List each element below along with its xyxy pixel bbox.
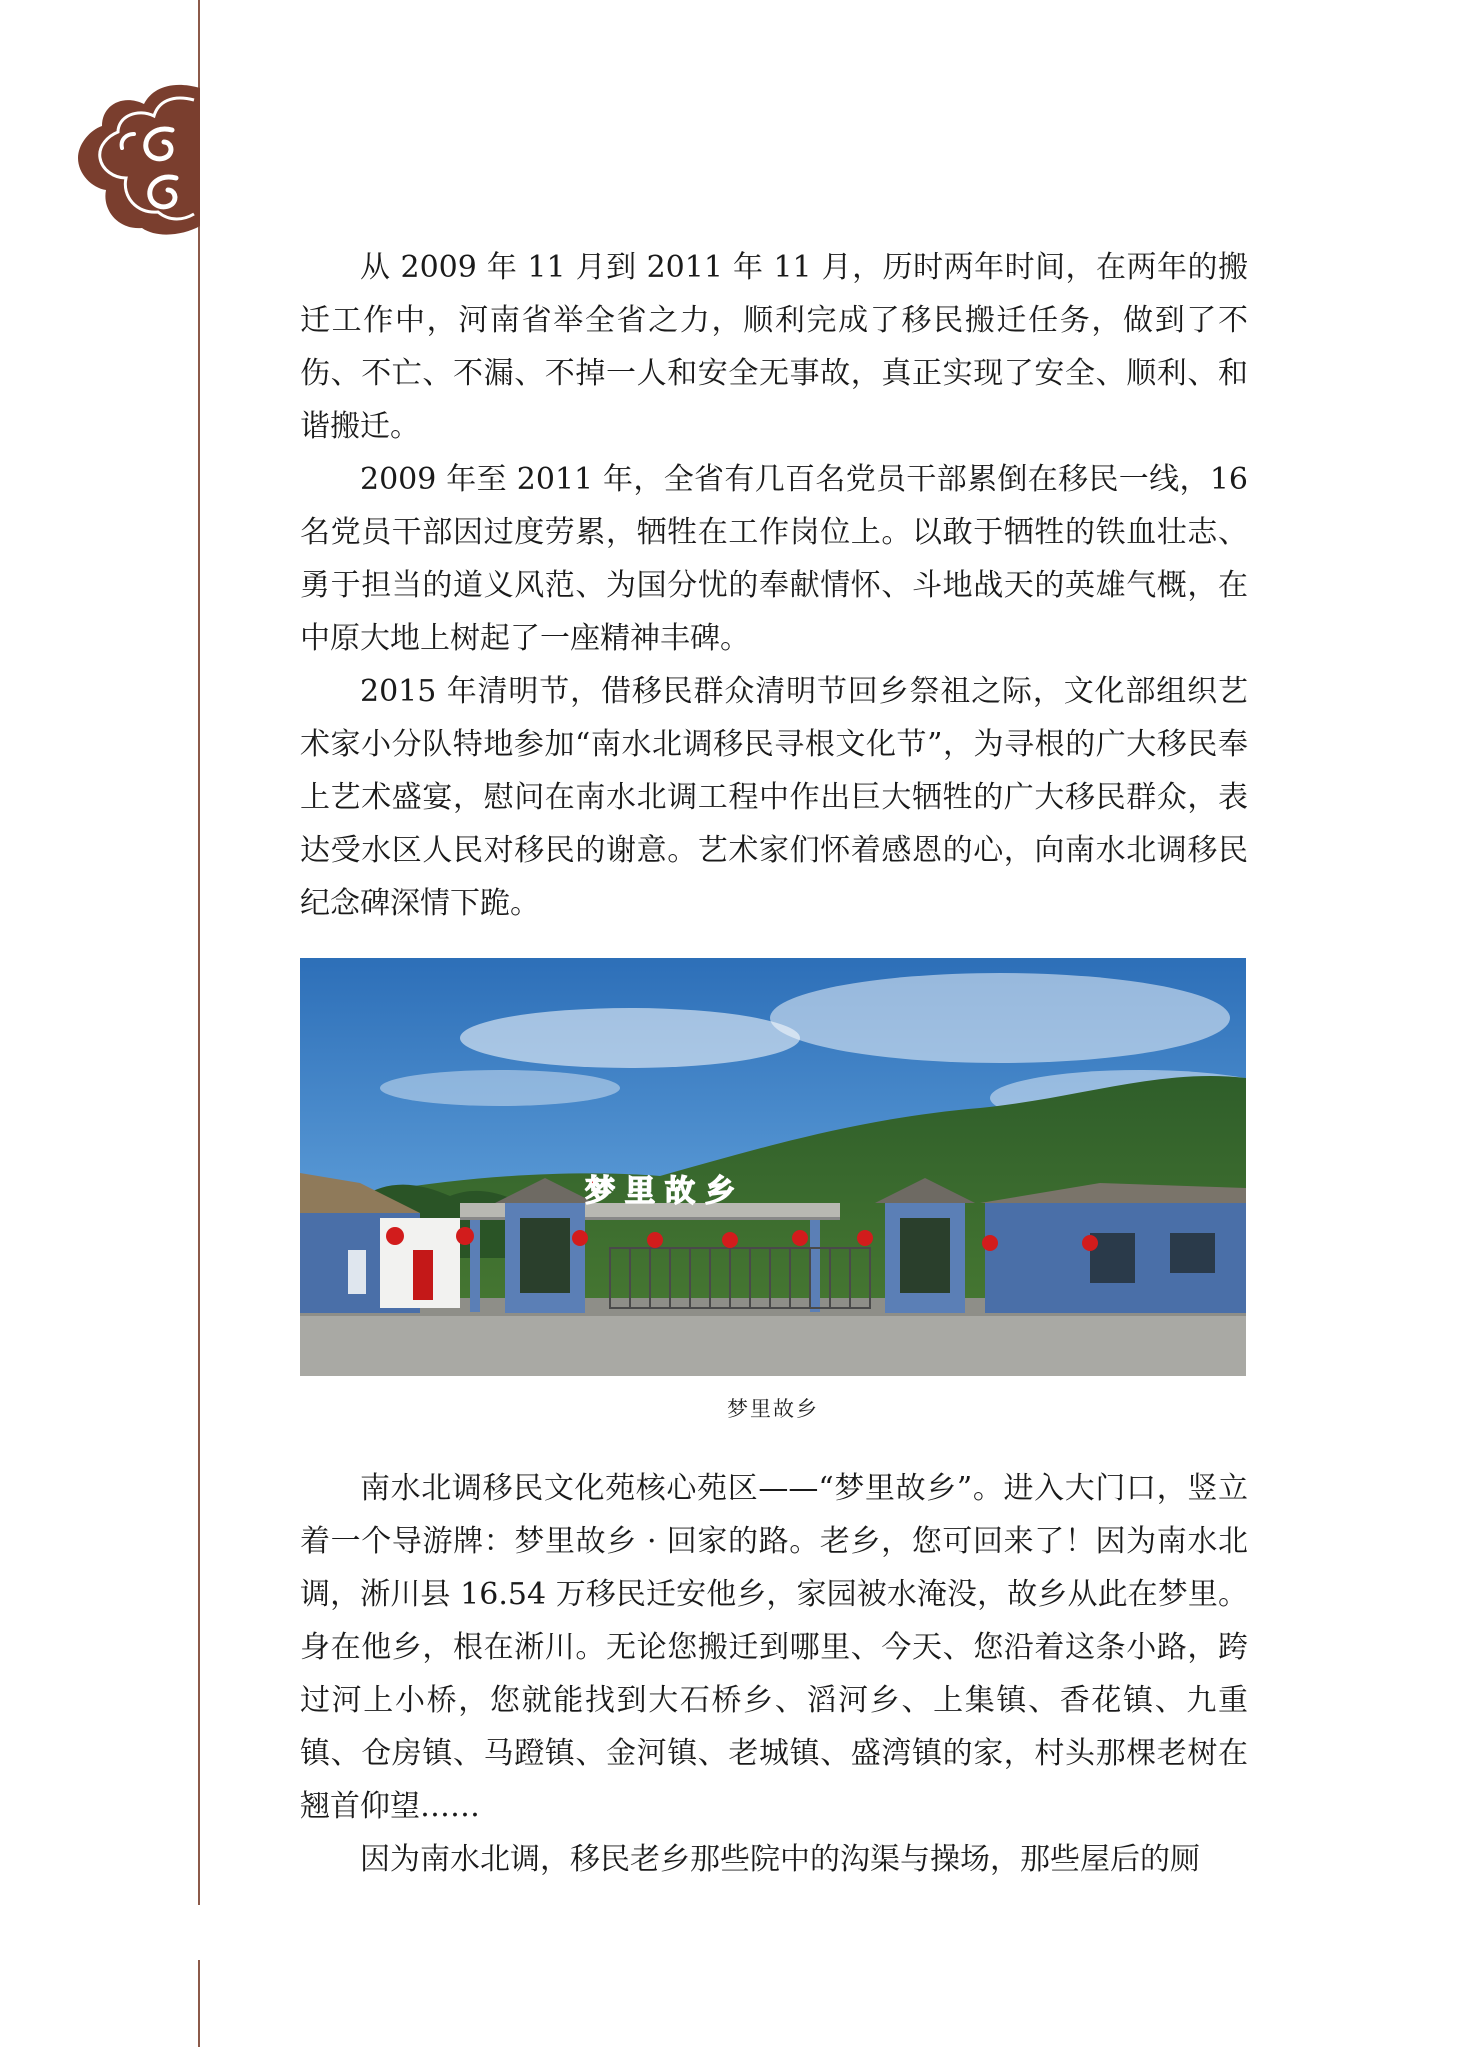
paragraph-1: 从 2009 年 11 月到 2011 年 11 月，历时两年时间，在两年的搬迁工作中，河南省举全省之力，顺利完成了移民搬迁任务，做到了不伤、不亡、不漏、不掉一人和安全无事故，真正实现了安全、顺利、和谐搬迁。 (300, 250, 1248, 444)
margin-rule (198, 0, 200, 1905)
body-text-bottom (300, 1462, 1248, 1886)
body-text-top (300, 241, 1248, 930)
paragraph-4: 南水北调移民文化苑核心苑区——“梦里故乡”。进入大门口，竖立着一个导游牌：梦里故乡 · 回家的路。老乡，您可回来了！因为南水北调，淅川县 16.54 万移民迁安他乡，家园被水淹没，故乡从此在梦里。身在他乡，根在淅川。无论您搬迁到哪里、今天、您沿着这条小路，跨过河上小桥，您就能找到大石桥乡、滔河乡、上集镇、香花镇、九重镇、仓房镇、马蹬镇、金河镇、老城镇、盛湾镇的家，村头那棵老树在翘首仰望…… (300, 1471, 1248, 1824)
photo-caption: 梦里故乡 (727, 1397, 819, 1421)
paragraph-3: 2015 年清明节，借移民群众清明节回乡祭祖之际，文化部组织艺术家小分队特地参加“南水北调移民寻根文化节”，为寻根的广大移民奉上艺术盛宴，慰问在南水北调工程中作出巨大牺牲的广大移民群众，表达受水区人民对移民的谢意。艺术家们怀着感恩的心，向南水北调移民纪念碑深情下跪。 (300, 674, 1248, 921)
gate-sign-char-2: 里 (625, 1174, 655, 1209)
margin-rule-bottom (198, 1960, 200, 2047)
cloud-ornament-icon (72, 70, 204, 240)
paragraph-2: 2009 年至 2011 年，全省有几百名党员干部累倒在移民一线，16 名党员干部因过度劳累，牺牲在工作岗位上。以敢于牺牲的铁血壮志、勇于担当的道义风范、为国分忧的奉献情怀、斗地战天的英雄气概，在中原大地上树起了一座精神丰碑。 (300, 462, 1248, 656)
photo-dream-hometown-gate (300, 958, 1246, 1376)
paragraph-5: 因为南水北调，移民老乡那些院中的沟渠与操场，那些屋后的厕 (360, 1842, 1200, 1877)
gate-sign-char-3: 故 (665, 1174, 695, 1209)
gate-sign-char-1: 梦 (585, 1174, 615, 1209)
gate-sign-char-4: 乡 (705, 1174, 735, 1209)
